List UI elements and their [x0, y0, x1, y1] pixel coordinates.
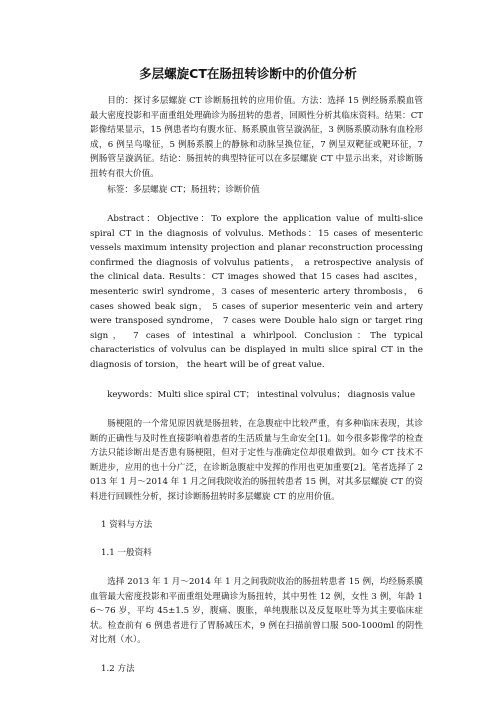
section-heading-1: 1 资料与方法 — [101, 520, 153, 530]
keywords-cn: 标签：多层螺旋 CT；肠扭转；诊断价值 — [107, 185, 260, 195]
abstract-en: Abstract：Objective：To explore the application value of multi-slice spiral CT in the diagnosis of volvulus. Methods：15 cases of mesenteric vessels maximum intensity projection and planar reconstruction processing confirmed the diagnosis of volvulus patients， a retrospective analysis of the clinical data. Results：CT images showed that 15 cases had ascites， mesenteric swirl syndrome，3 cases of mesenteric artery thrombosis， 6 cases showed beak sign， 5 cases of superior mesenteric vein and artery were transposed syndrome， 7 cases were Double halo sign or target ring sign， 7 cases of intestinal a whirlpool. Conclusion：The typical characteristics of volvulus can be displayed in multi slice spiral CT in the diagnosis of torsion， the heart will be of great value. — [90, 214, 423, 370]
abstract-cn: 目的：探讨多层螺旋 CT 诊断肠扭转的应用价值。方法：选择 15 例经肠系膜血管最大密度投影和平面重组处理确诊为肠扭转的患者，回顾性分析其临床资料。结果：CT 影像结果显示，15 例患者均有腹水征、肠系膜血管呈漩涡征，3 例肠系膜动脉有血栓形成，6 例呈鸟喙征，5 例肠系膜上的静脉和动脉呈换位征，7 例呈双靶征或靶环征，7 例肠管呈漩涡征。结论：肠扭转的典型特征可以在多层螺旋 CT 中显示出来，对诊断肠扭转有很大价值。 — [90, 96, 423, 179]
general-info-paragraph: 选择 2013 年 1 月～2014 年 1 月之间我院收治的肠扭转患者 15 例，均经肠系膜血管最大密度投影和平面重组处理确诊为肠扭转，其中男性 12 例，女性 3 例，年龄 16～76 岁，平均 45±1.5 岁，腹痛、腹胀，单纯腹胀以及反复呕吐等为其主要临床症状。检查前有 6 例患者进行了胃肠减压术，9 例在扫描前曾口服 500-1000ml 的阴性对比剂（水）。 — [90, 577, 423, 646]
section-heading-1-2: 1.2 方法 — [101, 664, 135, 674]
paper-title: 多层螺旋CT在肠扭转诊断中的价值分析 — [139, 66, 357, 81]
section-heading-1-1: 1.1 一般资料 — [101, 548, 152, 558]
intro-paragraph: 肠梗阻的一个常见原因就是肠扭转，在急腹症中比较严重，有多种临床表现，其诊断的正确性与及时性直接影响着患者的生活质量与生命安全[1]。如今很多影像学的检查方法只能诊断出是否患有肠梗阻，但对于定性与准确定位却很难做到。如今 CT 技术不断进步，应用的也十分广泛，在诊断急腹症中发挥的作用也更加重要[2]。笔者选择了 2013 年 1 月～2014 年 1 月之间我院收治的肠扭转患者 15 例，对其多层螺旋 CT 的资料进行回顾性分析，探讨诊断肠扭转时多层螺旋 CT 的应用价值。 — [90, 419, 423, 502]
keywords-en: keywords：Multi slice spiral CT； intestinal volvulus； diagnosis value — [107, 390, 416, 400]
